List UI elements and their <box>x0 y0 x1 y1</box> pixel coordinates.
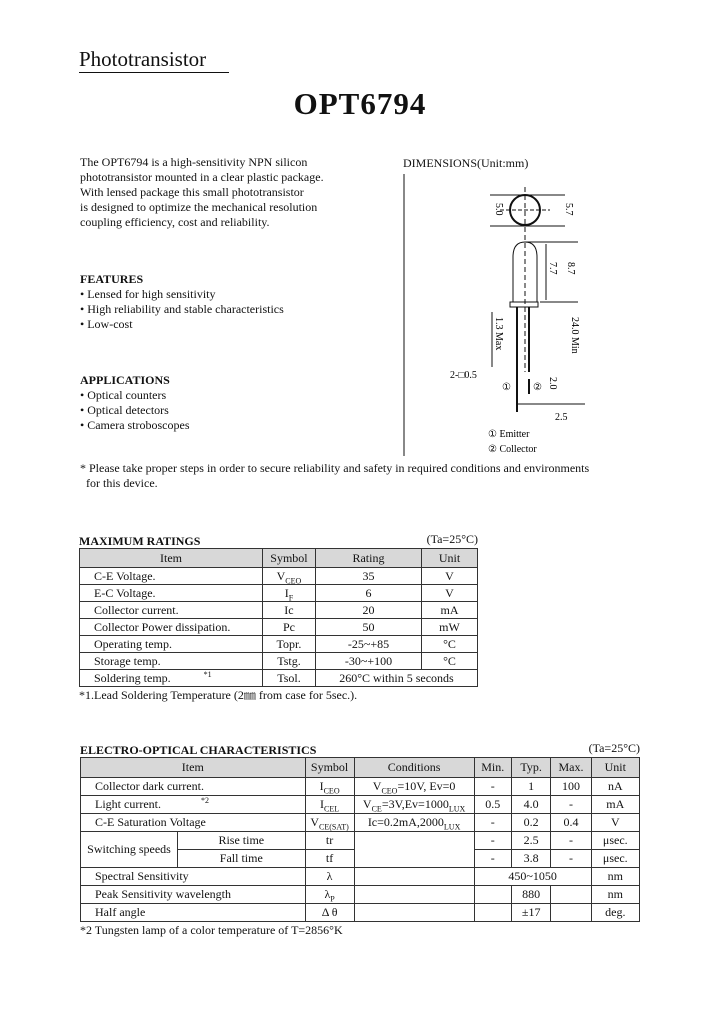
cell <box>354 778 474 796</box>
table-row <box>80 602 478 619</box>
features-section <box>80 272 284 332</box>
cell <box>305 796 354 814</box>
cell: 260°C within 5 seconds <box>315 670 477 687</box>
description-line: coupling efficiency, cost and reliability. <box>80 215 270 229</box>
applications-section <box>80 373 190 433</box>
cell: λ <box>305 868 354 886</box>
max-ratings-section <box>79 532 478 703</box>
cell: C-E Voltage. <box>80 568 263 585</box>
cell: Rise time <box>178 832 306 850</box>
cell: 0.2 <box>511 814 551 832</box>
cell: nm <box>591 868 639 886</box>
cell: 100 <box>551 778 591 796</box>
symbol: I <box>319 779 324 793</box>
table-row <box>80 670 478 687</box>
cell <box>551 904 591 922</box>
symbol: I <box>320 797 325 811</box>
notice <box>80 461 589 491</box>
cell: -25~+85 <box>315 636 421 653</box>
cell: Collector Power dissipation. <box>80 619 263 636</box>
cell: μsec. <box>591 850 639 868</box>
cell <box>354 904 474 922</box>
doc-title: Phototransistor <box>79 46 229 73</box>
cell: °C <box>422 636 478 653</box>
dim-label: 2.0 <box>547 377 558 390</box>
max-ratings-heading: MAXIMUM RATINGS <box>79 534 201 548</box>
item-text: Light current. <box>95 797 161 811</box>
cell: tf <box>305 850 354 868</box>
feature-item: • Low-cost <box>80 317 133 331</box>
pin-legend: ② Collector <box>488 444 537 455</box>
cell <box>474 904 511 922</box>
notice-line: * Please take proper steps in order to secure reliability and safety in required conditions and environments <box>80 461 590 475</box>
cell: C-E Saturation Voltage <box>81 814 306 832</box>
cell <box>305 886 354 904</box>
table-row <box>80 585 478 602</box>
cell <box>263 585 316 602</box>
col-header: Item <box>80 549 263 568</box>
cell: 0.5 <box>474 796 511 814</box>
cell: 4.0 <box>511 796 551 814</box>
cell: mW <box>422 619 478 636</box>
table-row <box>80 653 478 670</box>
dim-label: 2-□0.5 <box>450 370 477 381</box>
col-header: Unit <box>591 758 639 778</box>
col-header: Unit <box>422 549 478 568</box>
eo-heading: ELECTRO-OPTICAL CHARACTERISTICS <box>80 743 317 757</box>
pin-legend: ① Emitter <box>488 429 530 440</box>
table-row <box>80 619 478 636</box>
eo-table <box>80 757 640 922</box>
col-header: Max. <box>551 758 591 778</box>
table-row <box>80 568 478 585</box>
notice-line: for this device. <box>86 476 158 490</box>
cell: mA <box>591 796 639 814</box>
symbol-sub: F <box>288 593 294 603</box>
cell <box>354 796 474 814</box>
cell: V <box>422 568 478 585</box>
dim-label: 5.0 <box>493 203 504 216</box>
cell: 2.5 <box>511 832 551 850</box>
dim-label: 8.7 <box>565 262 576 275</box>
col-header: Rating <box>315 549 421 568</box>
cond: V <box>362 797 372 811</box>
cell: Spectral Sensitivity <box>81 868 306 886</box>
cell: - <box>474 832 511 850</box>
description-line: phototransistor mounted in a clear plastic package. <box>80 170 324 184</box>
table-row <box>81 832 640 850</box>
application-item: • Camera stroboscopes <box>80 418 190 432</box>
cell: -30~+100 <box>315 653 421 670</box>
symbol-sub: CEO <box>285 576 302 586</box>
cell: 880 <box>511 886 551 904</box>
max-ratings-footnote: *1.Lead Soldering Temperature (2㎜ from case for 5sec.). <box>79 688 358 702</box>
description-line: With lensed package this small phototransistor <box>80 185 304 199</box>
cond-sub: CE <box>371 804 382 814</box>
symbol: λ <box>324 887 331 901</box>
cell: 6 <box>315 585 421 602</box>
part-number: OPT6794 <box>293 86 427 121</box>
cell: μsec. <box>591 832 639 850</box>
cell: nA <box>591 778 639 796</box>
symbol: I <box>284 586 289 600</box>
cond-sub: CEO <box>381 786 398 796</box>
dimensions-heading: DIMENSIONS(Unit:mm) <box>403 156 529 170</box>
cell: 1 <box>511 778 551 796</box>
cell: 50 <box>315 619 421 636</box>
cell: Switching speeds <box>81 832 178 868</box>
cell: Pc <box>263 619 316 636</box>
eo-footnote: *2 Tungsten lamp of a color temperature of T=2856°K <box>80 923 343 937</box>
cell: Storage temp. <box>80 653 263 670</box>
cond-sub: LUX <box>443 822 461 832</box>
cell <box>354 814 474 832</box>
col-header: Min. <box>474 758 511 778</box>
dim-label: 5.7 <box>563 203 574 216</box>
cell <box>80 670 263 687</box>
col-header: Typ. <box>511 758 551 778</box>
cond: V <box>372 779 382 793</box>
cell: tr <box>305 832 354 850</box>
cell: - <box>551 832 591 850</box>
cond: =3V,Ev=1000 <box>381 797 449 811</box>
cell <box>354 886 474 904</box>
cell: Collector dark current. <box>81 778 306 796</box>
cell: Ic <box>263 602 316 619</box>
footnote-mark: *1 <box>203 670 212 679</box>
cell <box>551 886 591 904</box>
item-text: Soldering temp. <box>94 671 171 685</box>
table-row <box>80 636 478 653</box>
cond: =10V, Ev=0 <box>397 779 456 793</box>
cell: Collector current. <box>80 602 263 619</box>
feature-item: • High reliability and stable characteristics <box>80 302 284 316</box>
eo-section <box>80 741 640 938</box>
pin-label: ① <box>502 382 511 393</box>
cell: - <box>474 850 511 868</box>
cell <box>305 814 354 832</box>
col-header: Symbol <box>305 758 354 778</box>
symbol-sub: P <box>330 894 335 904</box>
cell: Peak Sensitivity wavelength <box>81 886 306 904</box>
cell: Half angle <box>81 904 306 922</box>
table-row <box>81 778 640 796</box>
applications-heading: APPLICATIONS <box>80 373 170 387</box>
eo-condition: (Ta=25°C) <box>588 741 640 755</box>
cell: - <box>474 778 511 796</box>
application-item: • Optical detectors <box>80 403 169 417</box>
max-ratings-table <box>79 548 478 687</box>
max-ratings-condition: (Ta=25°C) <box>426 532 478 546</box>
eo-header <box>80 741 640 757</box>
symbol: V <box>310 815 320 829</box>
description-line: The OPT6794 is a high-sensitivity NPN silicon <box>80 155 308 169</box>
col-header: Conditions <box>354 758 474 778</box>
symbol-sub: CEL <box>324 804 340 814</box>
cell: V <box>591 814 639 832</box>
dim-label: 1.3 Max <box>493 317 504 351</box>
cell: mA <box>422 602 478 619</box>
cell <box>354 868 474 886</box>
table-row <box>81 886 640 904</box>
dim-label: 24.0 Min <box>569 317 580 354</box>
dimension-drawing <box>400 172 600 458</box>
symbol-sub: CE(SAT) <box>319 822 349 832</box>
description <box>80 155 324 230</box>
cell <box>305 778 354 796</box>
cell <box>263 568 316 585</box>
description-line: is designed to optimize the mechanical resolution <box>80 200 318 214</box>
cell <box>474 886 511 904</box>
cond: Ic=0.2mA,2000 <box>367 815 444 829</box>
table-row <box>81 814 640 832</box>
col-header: Item <box>81 758 306 778</box>
cell: Topr. <box>263 636 316 653</box>
application-item: • Optical counters <box>80 388 167 402</box>
footnote-mark: *2 <box>200 796 209 805</box>
cell: deg. <box>591 904 639 922</box>
cond-sub: LUX <box>448 804 466 814</box>
max-ratings-header <box>79 532 478 548</box>
cell: 20 <box>315 602 421 619</box>
table-row <box>81 904 640 922</box>
dim-label: 7.7 <box>547 262 558 275</box>
cell: Tstg. <box>263 653 316 670</box>
table-row <box>81 796 640 814</box>
cell <box>81 796 306 814</box>
cell: 35 <box>315 568 421 585</box>
cell <box>354 832 474 868</box>
cell: - <box>551 850 591 868</box>
features-heading: FEATURES <box>80 272 144 286</box>
cell: E-C Voltage. <box>80 585 263 602</box>
symbol: V <box>276 569 286 583</box>
symbol-sub: CEO <box>323 786 340 796</box>
cell: - <box>474 814 511 832</box>
cell: Operating temp. <box>80 636 263 653</box>
cell: 3.8 <box>511 850 551 868</box>
dim-label: 2.5 <box>555 412 568 423</box>
cell: nm <box>591 886 639 904</box>
feature-item: • Lensed for high sensitivity <box>80 287 216 301</box>
cell: °C <box>422 653 478 670</box>
col-header: Symbol <box>263 549 316 568</box>
cell: - <box>551 796 591 814</box>
cell: Δ θ <box>305 904 354 922</box>
cell: 450~1050 <box>474 868 591 886</box>
cell: ±17 <box>511 904 551 922</box>
table-row <box>81 868 640 886</box>
cell: Tsol. <box>263 670 316 687</box>
pin-label: ② <box>533 382 542 393</box>
cell: Fall time <box>178 850 306 868</box>
cell: 0.4 <box>551 814 591 832</box>
cell: V <box>422 585 478 602</box>
